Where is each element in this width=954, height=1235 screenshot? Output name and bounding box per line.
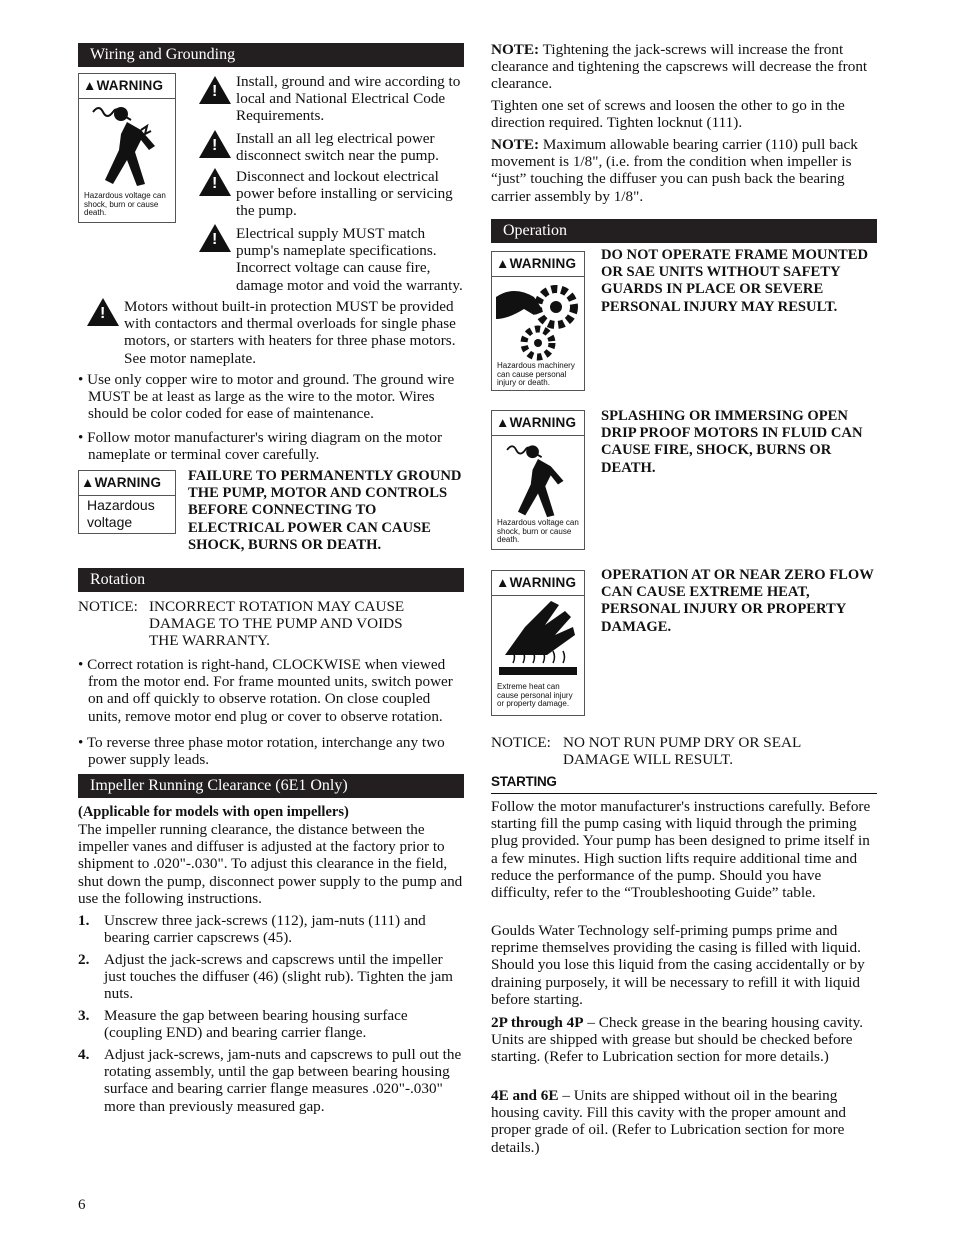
wiring-item-1: Install, ground and wire according to local and National Electrical Code Requirements. [236,73,461,125]
machinery-warning-box [491,251,585,391]
shock-warning-box [491,410,585,550]
gear-hand-icon [494,279,582,361]
heat-warning-text: OPERATION AT OR NEAR ZERO FLOW CAN CAUSE EXTREME HEAT, PERSONAL INJURY OR PROPERTY DAMAGE. [601,567,874,635]
warning-label: ▲WARNING [81,475,162,490]
warning-triangle-icon [199,168,231,196]
impeller-intro: The impeller running clearance, the distance between the impeller vanes and diffuser is adjusted at the factory prior to shipment to .020"-.030". To adjust this clearance in the field, shut down the pump, disconnect power supply to the pump and use the following instructions. [78,821,463,907]
electric-shock-icon [495,439,581,519]
note-2: NOTE: Maximum allowable bearing carrier (110) pull back movement is 1/8", (i.e. from the condition when impeller is “just” touching the diffuser you can push back the bearing carrier assembly by 1/8". [491,136,858,205]
note-1: NOTE: Tightening the jack-screws will increase the front clearance and tightening the capscrews will decrease the front clearance. [491,41,868,93]
starting-rule [491,793,877,794]
warning-triangle-icon: ▲ [496,575,510,590]
wiring-item-3: Disconnect and lockout electrical power before installing or servicing the pump. [236,168,453,220]
heat-caption: Extreme heat can cause personal injury or property damage. [497,682,573,709]
warning-label: ▲WARNING [496,575,577,590]
shock-caption: Hazardous voltage can shock, burn or cause death. [497,518,579,545]
wiring-box-caption: Hazardous voltage can shock, burn or cause death. [84,191,166,218]
warning-triangle-icon [199,130,231,158]
step-text: Adjust the jack-screws and capscrews until the impeller just touches the diffuser (46) (slight rub). Tighten the jam nuts. [104,951,453,1003]
wiring-title: Wiring and Grounding [90,46,236,63]
rotation-bullet-2: • To reverse three phase motor rotation, interchange any two power supply leads. [78,734,445,769]
impeller-header [78,774,464,798]
tighten-text: Tighten one set of screws and loosen the other to go in the direction required. Tighten locknut (111). [491,97,845,132]
warning-triangle-icon [87,298,119,326]
impeller-title: Impeller Running Clearance (6E1 Only) [90,777,348,794]
rotation-header [78,568,464,592]
step-text: Adjust jack-screws, jam-nuts and capscrews to pull out the rotating assembly, until the gap between bearing housing surface and bearing carrier flange measures .020"-.030" more than previously measured gap. [104,1046,462,1115]
wiring-bullet-2: • Follow motor manufacturer's wiring diagram on the motor nameplate or terminal cover carefully. [78,429,443,464]
machinery-caption: Hazardous machinery can cause personal injury or death. [497,361,575,388]
step-number: 1. [78,912,90,929]
warning-triangle-icon: ▲ [496,415,510,430]
operation-header [491,219,877,243]
starting-paragraph-3: 2P through 4P – Check grease in the bearing housing cavity. Units are shipped with grease but should be checked before starting. (Refer to Lubrication section for more details.) [491,1014,864,1066]
electric-shock-icon [83,100,171,188]
wiring-item-4: Electrical supply MUST match pump's nameplate specifications. Incorrect voltage can cause fire, damage motor and void the warranty. [236,225,463,294]
wiring-bullet-1: • Use only copper wire to motor and ground. The ground wire MUST be at least as large as the wire to the motor. Wires should be color coded for ease of maintenance. [78,371,455,423]
rotation-title: Rotation [90,571,146,588]
starting-title: STARTING [491,774,557,789]
warning-label: ▲WARNING [496,256,577,271]
rotation-notice-text: INCORRECT ROTATION MAY CAUSE DAMAGE TO THE PUMP AND VOIDS THE WARRANTY. [149,598,405,650]
step-text: Unscrew three jack-screws (112), jam-nuts (111) and bearing carrier capscrews (45). [104,912,426,947]
operation-notice-label: NOTICE: [491,734,551,751]
page-number: 6 [78,1197,86,1213]
wiring-warning-box [78,73,176,223]
starting-paragraph-4: 4E and 6E – Units are shipped without oil in the bearing housing cavity. Fill this cavity with the proper amount and proper grade of oil. (Refer to Lubrication section for more details.) [491,1087,847,1156]
heat-warning-box [491,570,585,716]
step-number: 3. [78,1007,90,1024]
wiring-item-2: Install an all leg electrical power disconnect switch near the pump. [236,130,439,165]
step-number: 4. [78,1046,90,1063]
motors-note: Motors without built-in protection MUST be provided with contactors and thermal overloads for single phase motors, or starters with heaters for three phase motors. See motor nameplate. [124,298,456,367]
machinery-warning-text: DO NOT OPERATE FRAME MOUNTED OR SAE UNITS WITHOUT SAFETY GUARDS IN PLACE OR SEVERE PERSONAL INJURY MAY RESULT. [601,247,869,315]
warning-label: ▲WARNING [83,78,164,93]
warning-triangle-icon: ▲ [81,475,95,490]
shock-warning-text: SPLASHING OR IMMERSING OPEN DRIP PROOF MOTORS IN FLUID CAN CAUSE FIRE, SHOCK, BURNS OR DEATH. [601,408,863,476]
warning-triangle-icon: ▲ [83,78,97,93]
warning-triangle-icon [199,224,231,252]
hot-surface-hand-icon [495,597,581,679]
starting-paragraph-2: Goulds Water Technology self-priming pumps prime and reprime themselves providing the casing is filled with liquid. Should you lose this liquid from the casing accidentally or by draining purposely, it will be necessary to refill it with liquid before starting. [491,922,865,1008]
warning-triangle-icon: ▲ [496,256,510,271]
step-text: Measure the gap between bearing housing surface (coupling END) and bearing carrier flange. [104,1007,408,1042]
ground-warning-text: FAILURE TO PERMANENTLY GROUND THE PUMP, MOTOR AND CONTROLS BEFORE CONNECTING TO ELECTRICAL POWER CAN CAUSE SHOCK, BURNS OR DEATH. [188,468,462,553]
step-number: 2. [78,951,90,968]
ground-box-text: Hazardous voltage [87,497,155,530]
wiring-header [78,43,464,67]
rotation-bullet-1: • Correct rotation is right-hand, CLOCKWISE when viewed from the motor end. For frame mounted units, switch power on and off quickly to observe rotation. On close coupled units, remove motor end plug or cover to observe rotation. [78,656,453,725]
warning-triangle-icon [199,76,231,104]
operation-notice-text: NO NOT RUN PUMP DRY OR SEAL DAMAGE WILL RESULT. [563,734,801,769]
warning-label: ▲WARNING [496,415,577,430]
ground-warning-box [78,470,176,534]
starting-paragraph-1: Follow the motor manufacturer's instructions carefully. Before starting fill the pump casing with liquid through the priming plug provided. Your pump has been designed to prime itself in a few minutes. High suction lifts require additional time and reduce the performance of the pump. Should you have difficulty, refer to the “Troubleshooting Guide” table. [491,798,871,902]
operation-title: Operation [503,222,567,239]
rotation-notice-label: NOTICE: [78,598,138,615]
impeller-subtitle: (Applicable for models with open impellers) [78,804,349,820]
